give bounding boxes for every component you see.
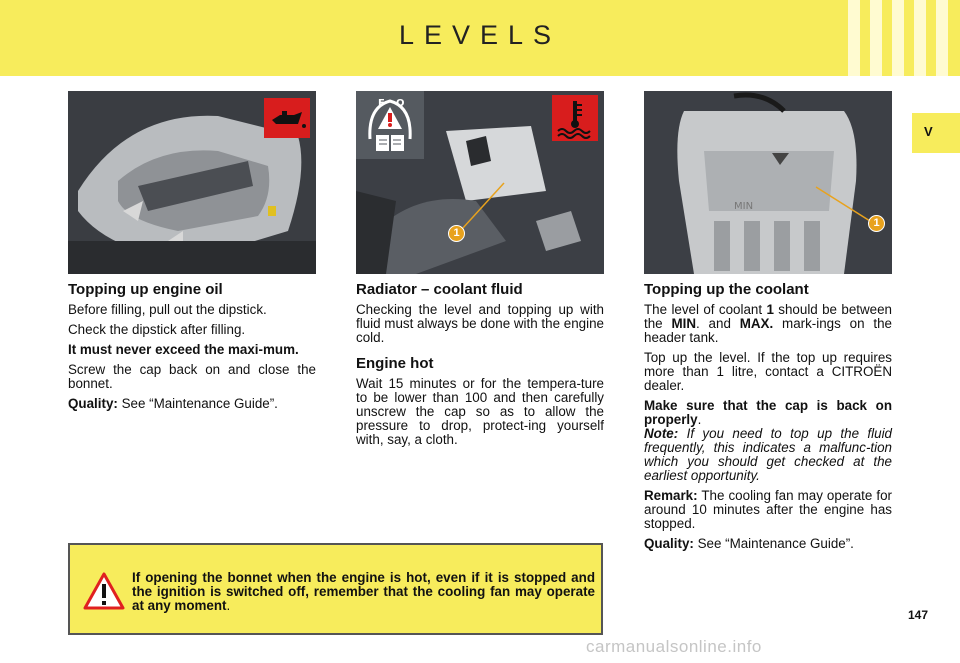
warning-triangle-icon bbox=[82, 571, 126, 611]
page-number: 147 bbox=[908, 608, 929, 622]
callout-marker-1: 1 bbox=[448, 225, 465, 242]
note-label: Note: bbox=[644, 426, 679, 441]
coolant-heading: Topping up the coolant bbox=[644, 281, 809, 298]
svg-text:O: O bbox=[396, 98, 405, 109]
site-watermark: carmanualsonline.info bbox=[586, 637, 762, 656]
radiator-heading: Radiator – coolant fluid bbox=[356, 281, 523, 298]
engine-photo bbox=[68, 91, 316, 274]
engine-oil-heading: Topping up engine oil bbox=[68, 281, 223, 298]
engine-hot-text: Wait 15 minutes or for the tempera-ture to be lower than 100 and then carefully unscrew the cap so as to allow the pressure to drop, protect-ing yourself with, say, a cloth. bbox=[356, 376, 604, 447]
hot-engine-warning-box bbox=[68, 543, 603, 635]
quality-label-2: Quality: bbox=[644, 536, 694, 551]
coolant-cap-warning: Make sure that the cap is back on properly. bbox=[644, 398, 892, 427]
coolant-quality-note bbox=[644, 537, 892, 551]
engine-oil-text-1: Before filling, pull out the dipstick. bbox=[68, 302, 267, 317]
engine-oil-quality-note bbox=[68, 397, 316, 411]
engine-oil-max-warning: It must never exceed the maxi-mum. bbox=[68, 342, 299, 357]
coolant-remark bbox=[644, 489, 892, 531]
coolant-note bbox=[644, 427, 892, 483]
coolant-section bbox=[644, 281, 892, 557]
warning-text: If opening the bonnet when the engine is hot, even if it is stopped and the ignition is switched off, remember that the cooling fan may operate at any moment. bbox=[132, 570, 595, 613]
callout-leader-line bbox=[356, 91, 604, 274]
page-title: LEVELS bbox=[398, 20, 562, 50]
note-text: If you need to top up the fluid frequently, this indicates a malfunc-tion which you should get checked at the earliest opportunity. bbox=[644, 426, 892, 483]
engine-oil-text-2: Check the dipstick after filling. bbox=[68, 322, 246, 337]
chapter-tab-label: V bbox=[924, 124, 933, 139]
chapter-tab[interactable] bbox=[912, 113, 960, 153]
remark-text: The cooling fan may operate for around 10 minutes after the engine has stopped. bbox=[644, 488, 892, 531]
engine-oil-text-4: Screw the cap back on and close the bonnet. bbox=[68, 362, 316, 391]
quality-label: Quality: bbox=[68, 396, 118, 411]
quality-text: See “Maintenance Guide”. bbox=[117, 396, 278, 411]
radiator-text: Checking the level and topping up with fluid must always be done with the engine cold. bbox=[356, 302, 604, 345]
radiator-photo bbox=[356, 91, 604, 274]
coolant-tank-photo bbox=[644, 91, 892, 274]
remark-label: Remark: bbox=[644, 488, 698, 503]
quality-text-2: See “Maintenance Guide”. bbox=[693, 536, 854, 551]
svg-text:F: F bbox=[378, 98, 385, 109]
radiator-section bbox=[356, 281, 604, 453]
header-band bbox=[0, 0, 960, 76]
engine-oil-section bbox=[68, 281, 316, 417]
coolant-level-text: The level of coolant 1 should be between the MIN. and MAX. mark-ings on the header tank. bbox=[644, 302, 892, 345]
engine-hot-heading: Engine hot bbox=[356, 355, 434, 372]
oil-warning-icon bbox=[264, 98, 310, 138]
callout-marker-1-tank: 1 bbox=[868, 215, 885, 232]
coolant-topup-text: Top up the level. If the top up requires more than 1 litre, contact a CITROËN dealer. bbox=[644, 350, 892, 393]
svg-text:MIN: MIN bbox=[734, 201, 754, 212]
